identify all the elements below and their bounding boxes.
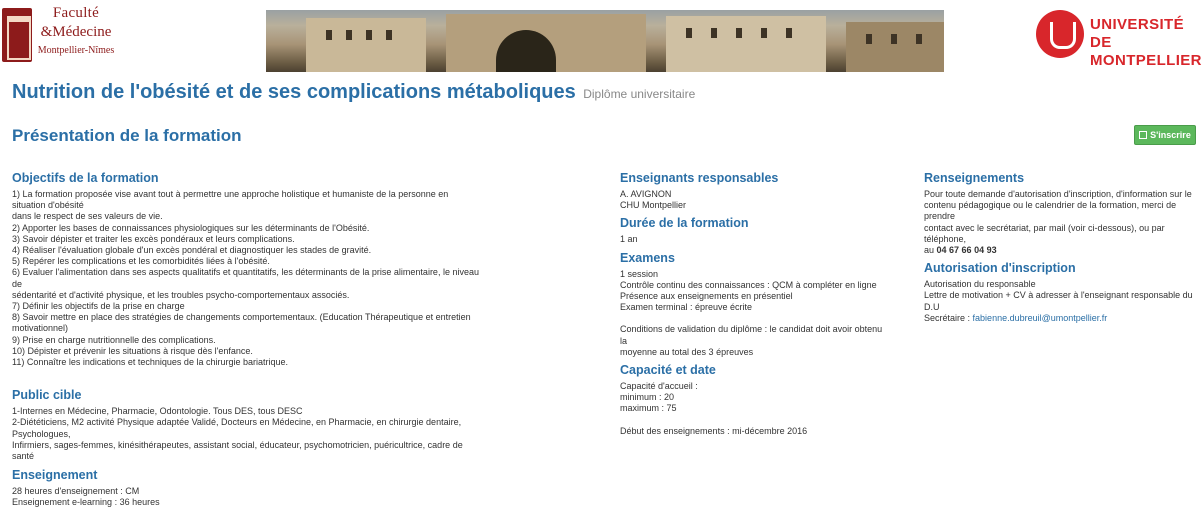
secretary-label: Secrétaire :: [924, 312, 971, 323]
page-title: Nutrition de l'obésité et de ses complications métaboliques: [12, 81, 576, 103]
faculty-logo-line1: Faculté: [52, 5, 100, 21]
phone-prefix: au: [924, 245, 935, 256]
page-title-block: [12, 81, 695, 104]
conditions-line: Conditions de validation du diplôme : le candidat doit avoir obtenu la: [620, 324, 883, 346]
header-banner-image: [266, 10, 944, 72]
start-date: Début des enseignements : mi-décembre 2016: [620, 425, 808, 436]
examen-line: 1 session: [620, 268, 659, 279]
public-list: [12, 406, 482, 462]
enseignement-line: 28 heures d'enseignement : CM: [12, 486, 140, 497]
left-column: [12, 171, 482, 509]
secretary-line: [924, 313, 1196, 324]
autorisation-heading: Autorisation d'inscription: [924, 261, 1076, 276]
examen-line: Contrôle continu des connaissances : QCM à compléter en ligne: [620, 279, 877, 290]
enseignant-line: A. AVIGNON: [620, 189, 672, 199]
faculty-shield-icon: [2, 8, 32, 62]
capacite-line: maximum : 75: [620, 403, 677, 414]
register-button-label: S'inscrire: [1150, 130, 1191, 140]
checkbox-icon: [1139, 131, 1147, 139]
capacite-heading: Capacité et date: [620, 363, 716, 378]
public-line: 2-Diététiciens, M2 activité Physique adaptée Validé, Docteurs en Médecine, en Pharmacie, en chirurgie dentaire, Psychologues,: [12, 417, 462, 439]
public-heading: Public cible: [12, 388, 82, 403]
enseignement-heading: Enseignement: [12, 468, 98, 483]
renseignement-line: contact avec le secrétariat, par mail (voir ci-dessous), ou par téléphone,: [924, 222, 1165, 244]
enseignement-line: Enseignement e-learning : 36 heures: [12, 497, 160, 508]
capacite-line: minimum : 20: [620, 392, 675, 403]
objectif-line: 2) Apporter les bases de connaissances physiologiques sur les déterminants de l'Obésité.: [12, 222, 370, 233]
duree-value: 1 an: [620, 234, 638, 245]
renseignements-heading: Renseignements: [924, 171, 1025, 185]
middle-column: [620, 171, 890, 437]
conditions-line: moyenne au total des 3 épreuves: [620, 346, 754, 357]
university-logo-line2: DE MONTPELLIER: [1090, 34, 1202, 69]
enseignants-heading: Enseignants responsables: [620, 171, 779, 185]
examen-line: Présence aux enseignements en présentiel: [620, 291, 793, 302]
section-title: Présentation de la formation: [12, 126, 242, 145]
objectif-line: 8) Savoir mettre en place des stratégies de changements comportementaux. (Education Thérapeutique et entretien: [12, 312, 471, 323]
objectifs-list: [12, 189, 482, 368]
objectif-line: motivationnel): [12, 323, 69, 334]
enseignant-line: CHU Montpellier: [620, 200, 687, 211]
register-button[interactable]: [1134, 125, 1196, 145]
page-subtitle: Diplôme universitaire: [583, 87, 696, 101]
page-header: [0, 0, 1200, 80]
objectif-line: 1) La formation proposée vise avant tout à permettre une approche holistique et humaniste de la personne en situation d'obésité: [12, 189, 449, 211]
objectif-line: 7) Définir les objectifs de la prise en charge: [12, 301, 185, 312]
university-logo-line1: UNIVERSITÉ: [1090, 16, 1185, 33]
objectif-line: sédentarité et d'activité physique, et les troubles psycho-comportementaux associés.: [12, 289, 350, 300]
phone-line: [924, 245, 1196, 256]
objectifs-heading: Objectifs de la formation: [12, 171, 159, 185]
faculty-logo-line3: Montpellier-Nîmes: [37, 45, 115, 56]
renseignement-line: Pour toute demande d'autorisation d'inscription, d'information sur le: [924, 189, 1192, 199]
university-logo[interactable]: [1036, 10, 1202, 69]
objectif-line: 4) Réaliser l'évaluation globale d'un excès pondéral et diagnostiquer les stades de gravité.: [12, 245, 372, 256]
renseignement-line: contenu pédagogique ou le calendrier de la formation, merci de prendre: [924, 200, 1177, 222]
autorisation-line: Lettre de motivation + CV à adresser à l'enseignant responsable du D.U: [924, 290, 1193, 312]
examens-heading: Examens: [620, 250, 675, 265]
phone-number[interactable]: 04 67 66 04 93: [936, 245, 997, 256]
objectif-line: 6) Evaluer l'alimentation dans ses aspects qualitatifs et quantitatifs, les déterminants de la prise alimentaire, le niveau de: [12, 267, 479, 289]
public-line: 1-Internes en Médecine, Pharmacie, Odontologie. Tous DES, tous DESC: [12, 406, 303, 417]
right-column: [924, 171, 1196, 324]
capacite-line: Capacité d'accueil :: [620, 381, 698, 392]
objectif-line: 10) Dépister et prévenir les situations à risque dès l'enfance.: [12, 345, 253, 356]
duree-heading: Durée de la formation: [620, 216, 749, 231]
objectif-line: 3) Savoir dépister et traiter les excès pondéraux et leurs complications.: [12, 233, 295, 244]
enseignement-list: [12, 486, 482, 508]
objectif-line: 5) Repérer les complications et les comorbidités liées à l'obésité.: [12, 256, 270, 267]
objectif-line: dans le respect de ses valeurs de vie.: [12, 211, 163, 222]
examen-line: Examen terminal : épreuve écrite: [620, 302, 753, 313]
university-seal-icon: [1036, 10, 1084, 58]
public-line: Infirmiers, sages-femmes, kinésithérapeutes, assistant social, éducateur, psychomotricien, puéricultrice, cadre de santé: [12, 439, 463, 462]
autorisation-line: Autorisation du responsable: [924, 279, 1036, 290]
objectif-line: 9) Prise en charge nutritionnelle des complications.: [12, 334, 216, 345]
secretary-email-link[interactable]: fabienne.dubreuil@umontpellier.fr: [972, 312, 1108, 323]
objectif-line: 11) Connaître les indications et techniques de la chirurgie bariatrique.: [12, 357, 288, 368]
faculty-logo-line2: &Médecine: [40, 24, 112, 40]
faculty-logo[interactable]: [2, 4, 114, 68]
